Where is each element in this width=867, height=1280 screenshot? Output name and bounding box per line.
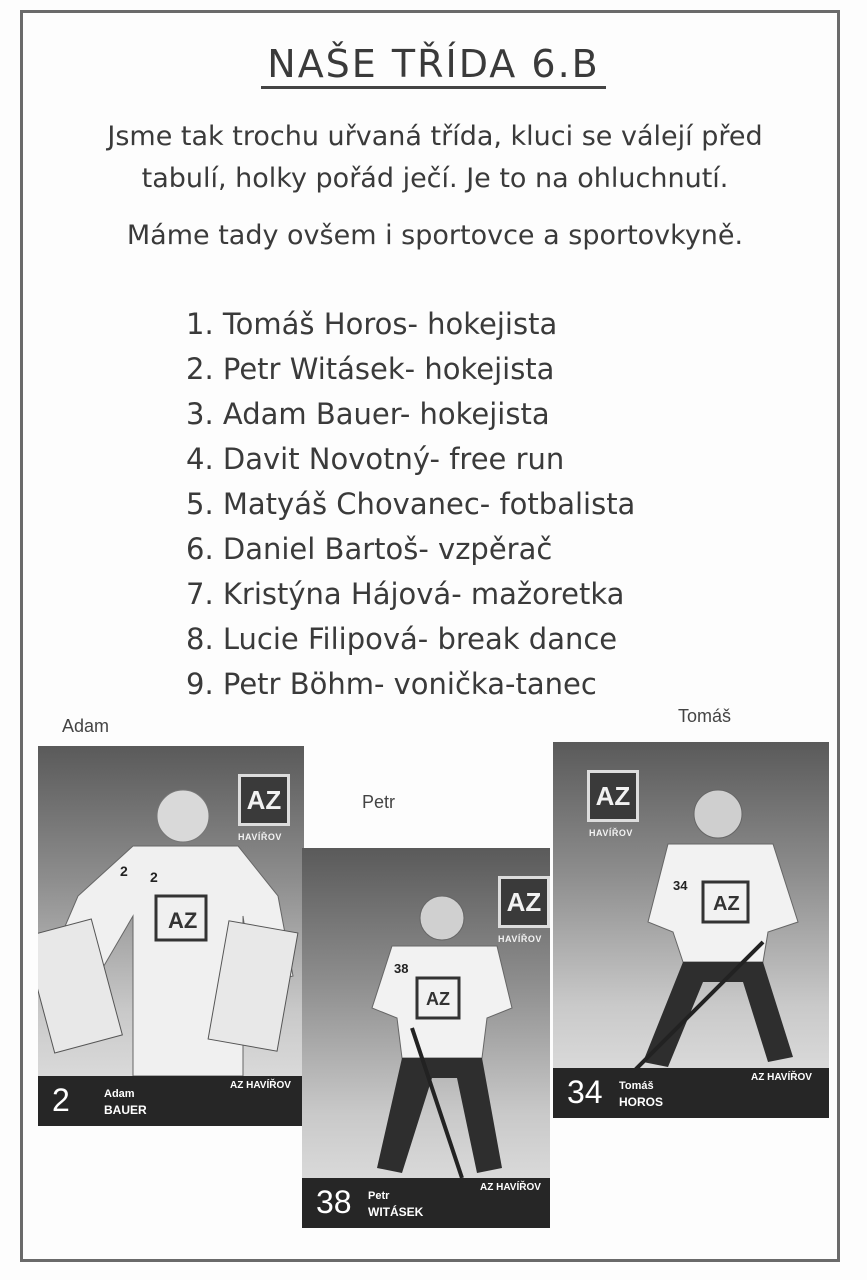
list-item: 5. Matyáš Chovanec- fotbalista [186, 487, 636, 521]
card-name-band [38, 1076, 304, 1126]
svg-text:AZ: AZ [713, 893, 740, 915]
page-title: NAŠE TŘÍDA 6.B [0, 42, 867, 86]
caption-adam: Adam [62, 716, 110, 736]
list-item: 2. Petr Witásek- hokejista [186, 352, 555, 386]
player-last-name: HOROS [619, 1095, 664, 1109]
intro-line-1: Jsme tak trochu uřvaná třída, kluci se válejí před [107, 121, 763, 152]
jersey-number: 2 [52, 1082, 70, 1118]
card-name-band [302, 1178, 550, 1228]
svg-text:AZ: AZ [426, 989, 450, 1009]
player-first-name: Tomáš [619, 1080, 654, 1092]
jersey-number: 34 [567, 1074, 603, 1110]
club-logo-label: HAVÍŘOV [589, 828, 633, 838]
club-logo-label: HAVÍŘOV [498, 934, 542, 944]
player-first-name: Petr [368, 1190, 390, 1202]
list-item: 3. Adam Bauer- hokejista [186, 397, 550, 431]
player-last-name: BAUER [104, 1103, 147, 1117]
player-card-petr [302, 848, 550, 1228]
club-logo-label: HAVÍŘOV [238, 832, 282, 842]
caption-tomas: Tomáš [678, 706, 732, 726]
club-logo-icon: AZ [238, 774, 290, 826]
list-item: 4. Davit Novotný- free run [186, 442, 565, 476]
club-logo-icon: AZ [587, 770, 639, 822]
jersey-number: 38 [316, 1184, 352, 1220]
list-item: 8. Lucie Filipová- break dance [186, 622, 618, 656]
card-name-band [553, 1068, 829, 1118]
list-item: 6. Daniel Bartoš- vzpěrač [186, 532, 553, 566]
intro-line-2: tabulí, holky pořád ječí. Je to na ohluchnutí. [141, 163, 729, 194]
goalie-player-image [38, 776, 304, 1076]
player-last-name: WITÁSEK [368, 1205, 424, 1219]
club-name: AZ HAVÍŘOV [751, 1072, 812, 1083]
sportsmen-list [186, 302, 635, 707]
svg-text:2: 2 [150, 869, 158, 885]
player-card-tomas [553, 742, 829, 1118]
svg-text:2: 2 [120, 863, 128, 879]
player-first-name: Adam [104, 1088, 135, 1100]
list-item: 1. Tomáš Horos- hokejista [186, 307, 558, 341]
svg-text:AZ: AZ [168, 908, 198, 933]
caption-petr: Petr [362, 792, 396, 812]
svg-text:34: 34 [673, 878, 688, 893]
list-item: 9. Petr Böhm- vonička-tanec [186, 667, 597, 701]
club-logo-icon: AZ [498, 876, 550, 928]
club-name: AZ HAVÍŘOV [230, 1080, 291, 1091]
list-item: 7. Kristýna Hájová- mažoretka [186, 577, 625, 611]
player-card-adam [38, 746, 304, 1126]
svg-text:38: 38 [394, 961, 409, 976]
intro-line-3: Máme tady ovšem i sportovce a sportovkyně. [126, 220, 744, 251]
club-name: AZ HAVÍŘOV [480, 1182, 541, 1193]
skater-player-image [342, 878, 532, 1178]
skater-player-image [573, 772, 823, 1072]
intro-text [40, 116, 830, 200]
